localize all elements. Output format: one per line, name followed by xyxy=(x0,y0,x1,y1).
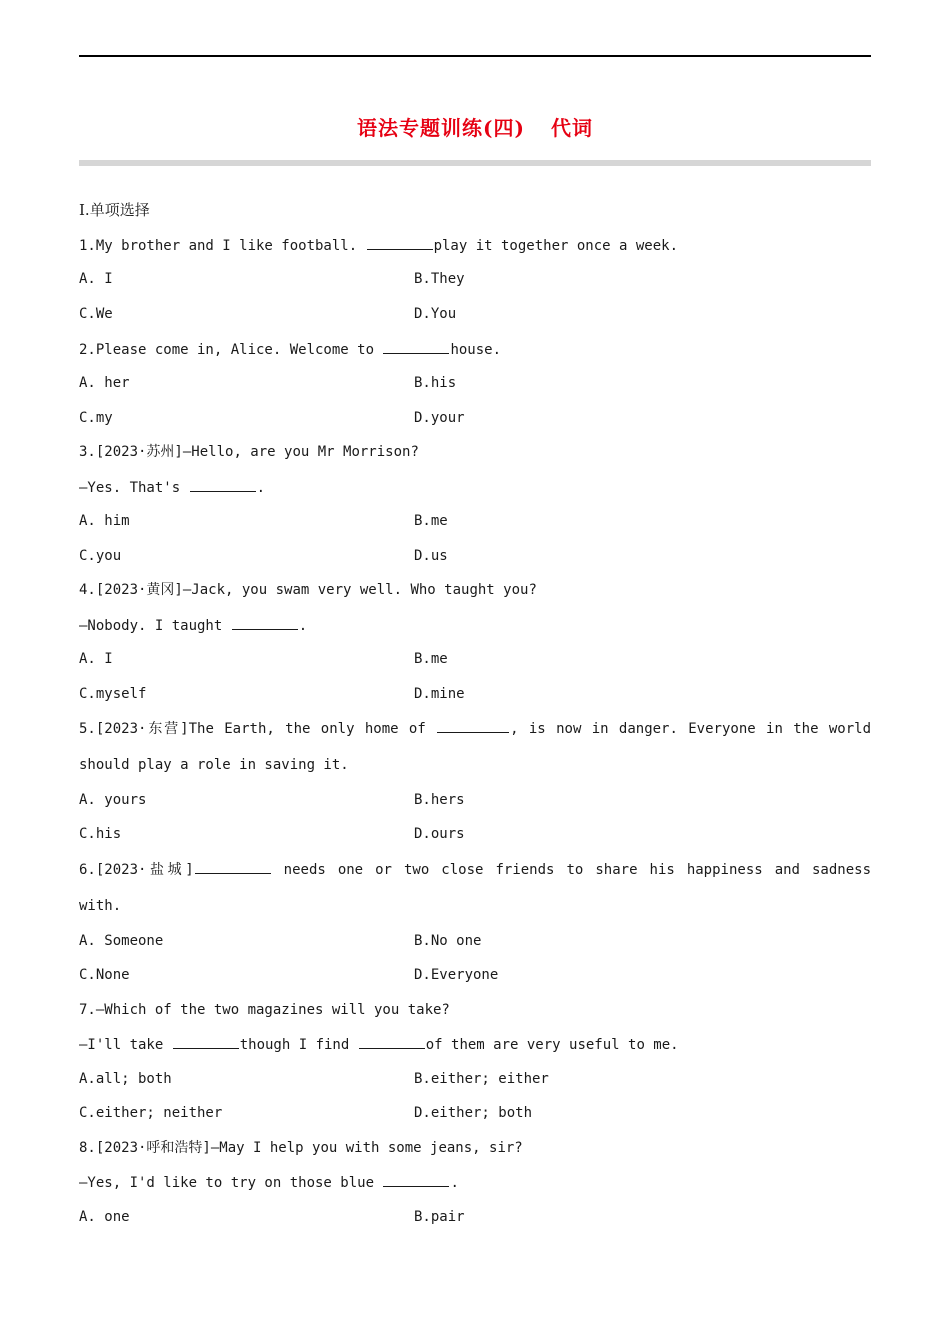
option-b: B.his xyxy=(414,375,457,391)
option-a: A. I xyxy=(79,271,113,287)
question-5-continued: should play a role in saving it. xyxy=(79,757,349,773)
option-a: A. one xyxy=(79,1209,130,1225)
option-a: A. her xyxy=(79,375,130,391)
question-4: 4.[2023·黄冈]—Jack, you swam very well. Who taught you? xyxy=(79,582,537,598)
option-b: B.They xyxy=(414,271,465,287)
answer-blank xyxy=(383,339,449,354)
option-c: C.We xyxy=(79,306,113,322)
top-rule xyxy=(79,55,871,57)
option-c: C.my xyxy=(79,410,113,426)
question-8-reply: —Yes, I'd like to try on those blue . xyxy=(79,1172,459,1193)
option-d: D.Everyone xyxy=(414,967,499,983)
option-b: B.me xyxy=(414,651,448,667)
option-a: A. I xyxy=(79,651,113,667)
option-b: B.either; either xyxy=(414,1071,549,1087)
question-8: 8.[2023·呼和浩特]—May I help you with some jeans, sir? xyxy=(79,1140,523,1156)
option-c: C.you xyxy=(79,548,122,564)
answer-blank xyxy=(173,1034,239,1049)
question-3-reply: —Yes. That's . xyxy=(79,477,265,498)
option-c: C.None xyxy=(79,967,130,983)
option-b: B.pair xyxy=(414,1209,465,1225)
question-4-reply: —Nobody. I taught . xyxy=(79,615,307,636)
option-d: D.us xyxy=(414,548,448,564)
question-2: 2.Please come in, Alice. Welcome to house. xyxy=(79,339,501,360)
answer-blank xyxy=(232,615,298,630)
question-5: 5.[2023·东营]The Earth, the only home of , is now in danger. Everyone in the world xyxy=(79,718,871,739)
question-1: 1.My brother and I like football. play it together once a week. xyxy=(79,235,678,256)
question-6: 6.[2023·盐城] needs one or two close friends to share his happiness and sadness xyxy=(79,859,871,880)
option-a: A. Someone xyxy=(79,933,164,949)
answer-blank xyxy=(383,1172,449,1187)
answer-blank xyxy=(359,1034,425,1049)
answer-blank xyxy=(190,477,256,492)
title-main: 语法专题训练(四) xyxy=(357,116,525,140)
option-b: B.me xyxy=(414,513,448,529)
title-topic: 代词 xyxy=(550,116,593,140)
question-6-continued: with. xyxy=(79,898,122,914)
option-d: D.ours xyxy=(414,826,465,842)
option-c: C.either; neither xyxy=(79,1105,223,1121)
option-d: D.mine xyxy=(414,686,465,702)
option-a: A.all; both xyxy=(79,1071,172,1087)
page-title xyxy=(0,112,950,141)
answer-blank xyxy=(367,235,433,250)
option-c: C.his xyxy=(79,826,122,842)
question-3: 3.[2023·苏州]—Hello, are you Mr Morrison? xyxy=(79,444,419,460)
option-b: B.hers xyxy=(414,792,465,808)
option-c: C.myself xyxy=(79,686,147,702)
title-divider xyxy=(79,160,871,166)
option-a: A. yours xyxy=(79,792,147,808)
option-d: D.You xyxy=(414,306,457,322)
option-a: A. him xyxy=(79,513,130,529)
answer-blank xyxy=(437,718,509,733)
option-d: D.either; both xyxy=(414,1105,533,1121)
question-7-reply: —I'll take though I find of them are very useful to me. xyxy=(79,1034,679,1055)
section-heading: Ⅰ.单项选择 xyxy=(79,201,150,219)
option-d: D.your xyxy=(414,410,465,426)
question-7: 7.—Which of the two magazines will you take? xyxy=(79,1002,450,1018)
answer-blank xyxy=(195,859,271,874)
option-b: B.No one xyxy=(414,933,482,949)
